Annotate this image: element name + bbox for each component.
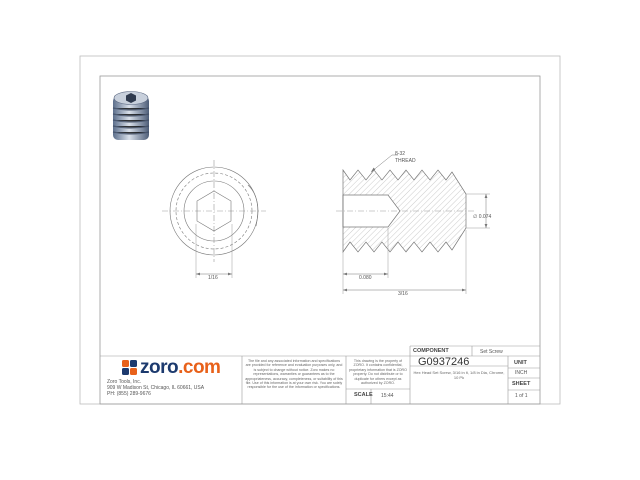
unit-value: INCH [515,370,528,376]
thread-word-label: THREAD [395,158,416,164]
thread-size-label: 8-32 [395,151,406,157]
side-view [336,155,490,294]
company-address: 909 W Madison St, Chicago, IL 60661, USA [107,385,205,391]
logo-domain: .com [178,357,221,378]
component-value: Set Screw [480,349,503,355]
unit-label: UNIT [514,360,527,366]
part-number: G0937246 [418,356,470,368]
overall-length-dimension: 3/16 [398,291,408,297]
sheet-value: 1 of 1 [515,393,528,399]
logo-word: zoro [140,357,179,378]
component-label: COMPONENT [413,348,449,354]
part-description: Hex Head Set Screw, 3/16 in lt, 1/8 in Dia, Chrome, 10 Pk [413,370,505,380]
zoro-logo [140,357,220,379]
inner-frame [100,76,540,404]
company-phone: PH: (855) 289-9676 [107,391,151,397]
company-name: Zoro Tools, Inc. [107,379,142,385]
point-diameter-dimension: ∅ 0.074 [473,214,492,220]
reference-disclaimer: The file and any associated information and specifications are provided for reference and evaluation purposes only, and is subject to change without notice. Zoro makes no representations, warranties or guarantees as to the appropriateness, accuracy, completeness, or suitability of this file. Use of this information is at your own risk. You are solely responsible for the use of the information or specifications. [245,359,343,390]
end-view [162,160,266,278]
scale-value: 15:44 [381,393,394,399]
zoro-logo-mark [122,360,137,375]
set-screw-photo [113,92,149,141]
property-notice: This drawing is the property of ZORO. It contains confidential, proprietary information that is ZORO property. Do not distribute or to duplicate for others except as authorized by ZORO. [349,359,407,386]
hex-size-dimension: 1/16 [208,275,218,281]
sheet-label: SHEET [512,381,531,387]
scale-label: SCALE [354,392,373,398]
socket-depth-dimension: 0.080 [359,275,372,281]
